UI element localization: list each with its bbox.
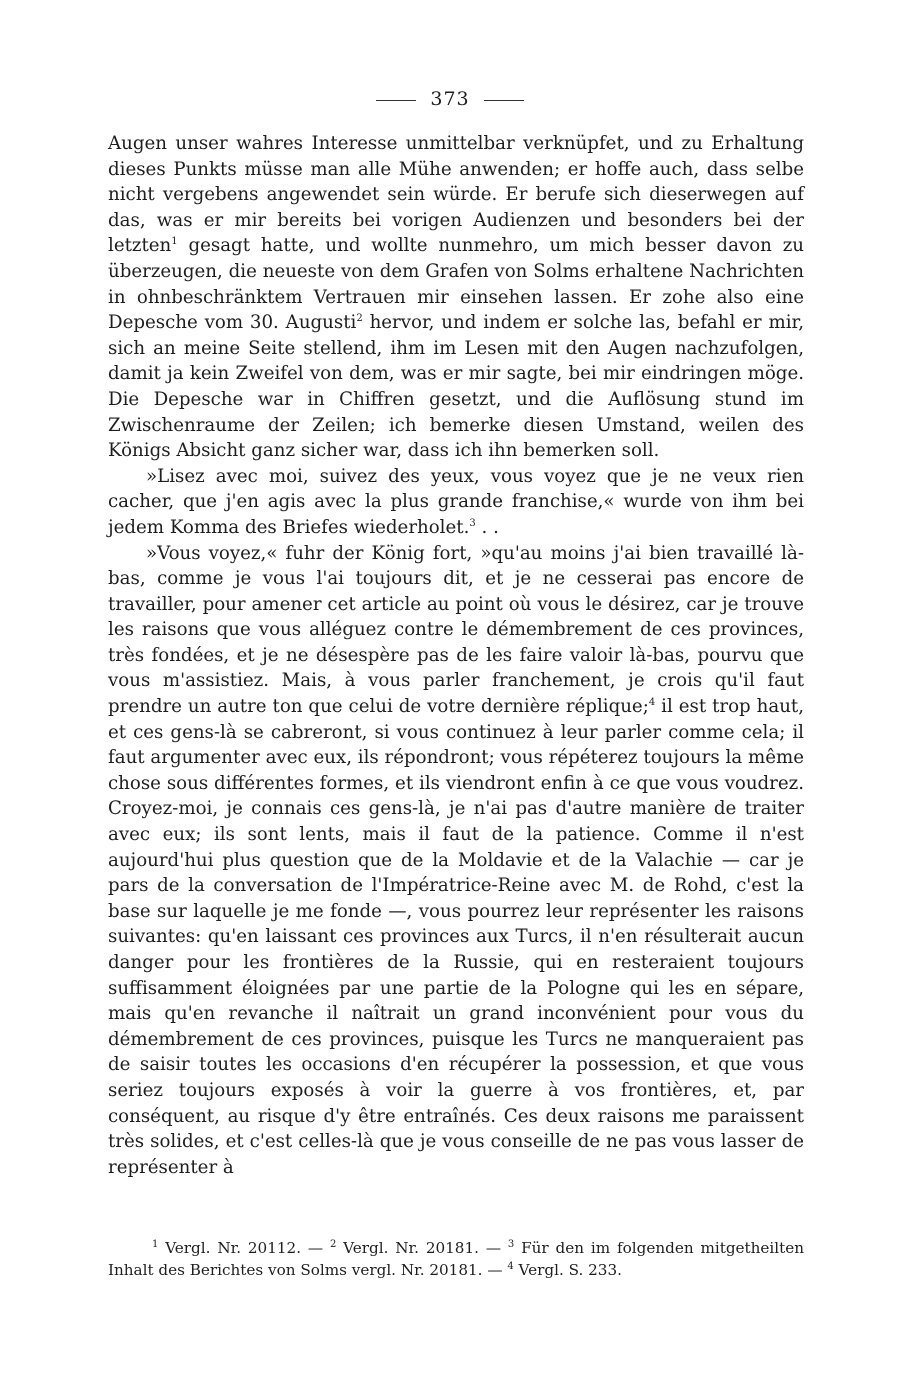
body-text <box>108 131 804 1180</box>
paragraph-2 <box>108 464 804 541</box>
footnote-marker: 1 <box>152 1238 159 1250</box>
footnote-marker: 3 <box>507 1238 515 1250</box>
footnote-ref: 3 <box>469 517 476 529</box>
paragraph-text: il est trop haut, et ces gens-là se cabreront, si vous continuez à leur parler comme cela; il faut argumenter avec eux, ils répondront; vous répéterez toujours la même chose sous différentes formes, et ils viendront enfin à ce que vous voudrez. Croyez-moi, je connais ces gens-là, je n'ai pas d'autre manière de traiter avec eux; ils sont lents, mais il faut de la patience. Comme il n'est aujourd'hui plus question que de la Moldavie et de la Valachie — car je pars de la conversation de l'Impératrice-Reine avec M. de Rohd, c'est la base sur laquelle je me fonde —, vous pourrez leur représenter les raisons suivantes: qu'en laissant ces provinces aux Turcs, il n'en résulterait aucun danger pour les frontières de la Russie, qui en resteraient toujours suffisamment éloignées par une partie de la Pologne qui les en sépare, mais qu'en revanche il naîtrait un grand inconvénient pour vous du démembrement de ces provinces, puisque les Turcs ne manqueraient pas de saisir toutes les occasions d'en récupérer la possession, et que vous seriez toujours exposés à voir la guerre à vos frontières, et, par conséquent, au risque d'y être entraînés. Ces deux raisons me paraissent très solides, et c'est celles-là que je vous conseille de ne pas vous lasser de représenter à <box>108 696 804 1178</box>
footnote-ref: 2 <box>356 313 363 325</box>
paragraph-3 <box>108 541 804 1181</box>
footnote-marker: 4 <box>507 1260 514 1272</box>
paragraph-text: gesagt hatte, und wollte nunmehro, um mich besser davon zu überzeugen, die neueste von dem Grafen von Solms erhaltene Nachrichten in ohnbeschränktem Vertrauen mir einsehen lassen. Er zohe also eine Depesche vom 30. Augusti <box>108 235 804 334</box>
paragraph-text: »Vous voyez,« fuhr der König fort, »qu'au moins j'ai bien travaillé là-bas, comme je vous l'ai toujours dit, et je ne cesserai pas encore de travailler, pour amener cet article au point où vous le désirez, car je trouve les raisons que vous alléguez contre le démembrement de ces provinces, très fondées, et je ne désespère pas de les faire valoir là-bas, pourvu que vous m'assistiez. Mais, à vous parler franchement, je crois qu'il faut prendre un autre ton que celui de votre dernière réplique; <box>108 542 804 718</box>
footnotes <box>108 1237 804 1281</box>
footnote-text: Für den im folgenden mitgetheilten Inhalt des Berichtes von Solms vergl. Nr. 20181. — <box>108 1239 805 1279</box>
footnote-marker: 2 <box>329 1238 337 1250</box>
footnote-text: Vergl. S. 233. <box>513 1261 622 1279</box>
paragraph-text: . . <box>475 516 499 538</box>
paragraph-text: Augen unser wahres Interesse unmittelbar verknüpfet, und zu Erhaltung dieses Punkts müsse man alle Mühe anwenden; er hoffe auch, dass selbe nicht vergebens angewendet sein würde. Er berufe sich dieserwegen auf das, was er mir bereits bei vorigen Audienzen und besonders bei der letzten <box>108 133 804 257</box>
page-header <box>0 88 900 110</box>
header-rule-left <box>376 100 416 101</box>
footnote-text: Vergl. Nr. 20112. — <box>158 1239 330 1257</box>
paragraph-1 <box>108 131 804 464</box>
footnote-text: Vergl. Nr. 20181. — <box>336 1239 508 1257</box>
footnote-ref: 1 <box>171 236 178 248</box>
header-rule-right <box>484 100 524 101</box>
footnote-ref: 4 <box>648 697 656 708</box>
page-number: 373 <box>430 88 470 110</box>
paragraph-text: hervor, und indem er solche las, befahl er mir, sich an meine Seite stellend, ihm im Lesen mit den Augen nachzufolgen, damit ja kein Zweifel von dem, was er mir sagte, bei mir eindringen möge. Die Depesche war in Chiffren gesetzt, und die Auflösung stund im Zwischenraume der Zeilen; ich bemerke diesen Umstand, weilen des Königs Absicht ganz sicher war, dass ich ihn bemerken soll. <box>108 312 804 462</box>
paragraph-text: »Lisez avec moi, suivez des yeux, vous voyez que je ne veux rien cacher, que j'en agis avec la plus grande franchise,« wurde von ihm bei jedem Komma des Briefes wiederholet. <box>108 465 804 538</box>
